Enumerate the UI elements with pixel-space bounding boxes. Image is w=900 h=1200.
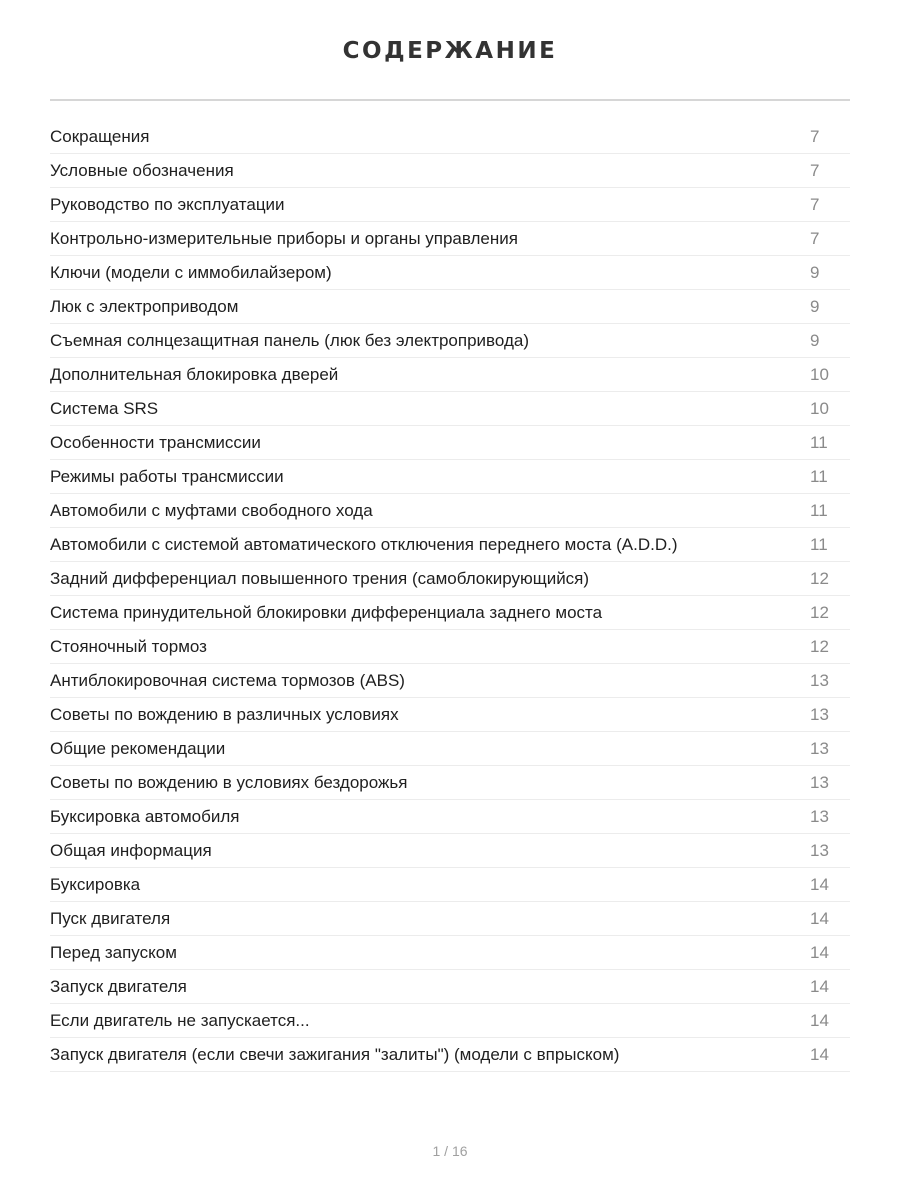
toc-entry-page-number: 14	[810, 1044, 829, 1064]
toc-entry-page-number: 14	[810, 942, 829, 962]
toc-entry-page-number: 7	[810, 228, 820, 248]
toc-entry-label: Задний дифференциал повышенного трения (самоблокирующийся)	[50, 568, 590, 588]
toc-entry-page-number: 13	[810, 772, 829, 792]
toc-entry[interactable]	[50, 664, 850, 698]
toc-entry-label: Съемная солнцезащитная панель (люк без электропривода)	[50, 330, 529, 350]
toc-entry[interactable]	[50, 562, 850, 596]
toc-entry[interactable]	[50, 392, 850, 426]
toc-entry-page-number: 13	[810, 806, 829, 826]
toc-entry-label: Антиблокировочная система тормозов (ABS)	[50, 670, 405, 690]
toc-entry-label: Перед запуском	[50, 942, 177, 962]
toc-entry-page-number: 14	[810, 1010, 829, 1030]
toc-entry[interactable]	[50, 426, 850, 460]
table-of-contents	[50, 120, 850, 1072]
toc-entry-label: Система принудительной блокировки дифференциала заднего моста	[50, 602, 603, 622]
toc-entry[interactable]	[50, 902, 850, 936]
toc-entry-page-number: 11	[810, 432, 828, 452]
toc-entry[interactable]	[50, 460, 850, 494]
toc-entry[interactable]	[50, 630, 850, 664]
toc-entry-page-number: 11	[810, 534, 828, 554]
toc-entry-label: Общие рекомендации	[50, 738, 226, 758]
toc-entry-page-number: 14	[810, 908, 829, 928]
toc-entry-label: Стояночный тормоз	[50, 636, 207, 656]
toc-entry-label: Общая информация	[50, 840, 212, 860]
toc-entry[interactable]	[50, 154, 850, 188]
toc-entry[interactable]	[50, 800, 850, 834]
toc-entry-label: Особенности трансмиссии	[50, 432, 261, 452]
toc-entry-label: Система SRS	[50, 398, 159, 418]
toc-entry-page-number: 13	[810, 704, 829, 724]
toc-entry-label: Автомобили с системой автоматического отключения переднего моста (A.D.D.)	[50, 534, 678, 554]
toc-entry-page-number: 11	[810, 466, 828, 486]
toc-entry[interactable]	[50, 494, 850, 528]
toc-entry-label: Дополнительная блокировка дверей	[50, 364, 339, 384]
toc-entry-page-number: 7	[810, 160, 820, 180]
toc-entry-label: Советы по вождению в условиях бездорожья	[50, 772, 408, 792]
toc-entry-label: Запуск двигателя	[50, 976, 187, 996]
toc-entry[interactable]	[50, 188, 850, 222]
toc-entry[interactable]	[50, 358, 850, 392]
toc-entry-page-number: 7	[810, 194, 820, 214]
title-divider	[50, 99, 850, 101]
toc-entry-page-number: 7	[810, 126, 820, 146]
toc-entry-page-number: 12	[810, 636, 829, 656]
toc-entry-page-number: 10	[810, 398, 829, 418]
toc-entry[interactable]	[50, 596, 850, 630]
toc-entry[interactable]	[50, 528, 850, 562]
toc-entry-label: Люк с электроприводом	[50, 296, 239, 316]
toc-entry-page-number: 14	[810, 874, 829, 894]
page-title: СОДЕРЖАНИЕ	[342, 38, 558, 64]
toc-entry-label: Контрольно-измерительные приборы и органы управления	[50, 228, 518, 248]
toc-entry-page-number: 11	[810, 500, 828, 520]
toc-entry-page-number: 13	[810, 840, 829, 860]
toc-entry-label: Советы по вождению в различных условиях	[50, 704, 399, 724]
toc-entry[interactable]	[50, 698, 850, 732]
toc-entry-label: Автомобили с муфтами свободного хода	[50, 500, 373, 520]
toc-entry[interactable]	[50, 1038, 850, 1072]
toc-entry-label: Пуск двигателя	[50, 908, 171, 928]
toc-entry[interactable]	[50, 766, 850, 800]
toc-entry-label: Ключи (модели с иммобилайзером)	[50, 262, 332, 282]
page-indicator: 1 / 16	[432, 1143, 468, 1159]
toc-entry-page-number: 9	[810, 262, 820, 282]
toc-entry-page-number: 9	[810, 330, 820, 350]
toc-entry-page-number: 10	[810, 364, 829, 384]
toc-entry-label: Сокращения	[50, 126, 150, 146]
toc-entry[interactable]	[50, 120, 850, 154]
toc-entry-page-number: 13	[810, 738, 829, 758]
toc-entry[interactable]	[50, 324, 850, 358]
toc-entry-label: Условные обозначения	[50, 160, 234, 180]
toc-entry-label: Руководство по эксплуатации	[50, 194, 285, 214]
toc-entry-label: Буксировка	[50, 874, 141, 894]
toc-entry[interactable]	[50, 970, 850, 1004]
toc-entry-page-number: 13	[810, 670, 829, 690]
toc-entry-page-number: 9	[810, 296, 820, 316]
toc-entry-label: Запуск двигателя (если свечи зажигания "залиты") (модели с впрыском)	[50, 1044, 620, 1064]
toc-entry-label: Если двигатель не запускается...	[50, 1010, 310, 1030]
toc-entry[interactable]	[50, 256, 850, 290]
toc-entry[interactable]	[50, 732, 850, 766]
toc-entry[interactable]	[50, 868, 850, 902]
toc-entry[interactable]	[50, 1004, 850, 1038]
toc-entry[interactable]	[50, 290, 850, 324]
toc-entry-page-number: 12	[810, 568, 829, 588]
toc-entry[interactable]	[50, 936, 850, 970]
toc-entry-label: Буксировка автомобиля	[50, 806, 240, 826]
toc-entry-page-number: 12	[810, 602, 829, 622]
toc-entry-label: Режимы работы трансмиссии	[50, 466, 284, 486]
toc-entry[interactable]	[50, 222, 850, 256]
toc-entry-page-number: 14	[810, 976, 829, 996]
toc-entry[interactable]	[50, 834, 850, 868]
